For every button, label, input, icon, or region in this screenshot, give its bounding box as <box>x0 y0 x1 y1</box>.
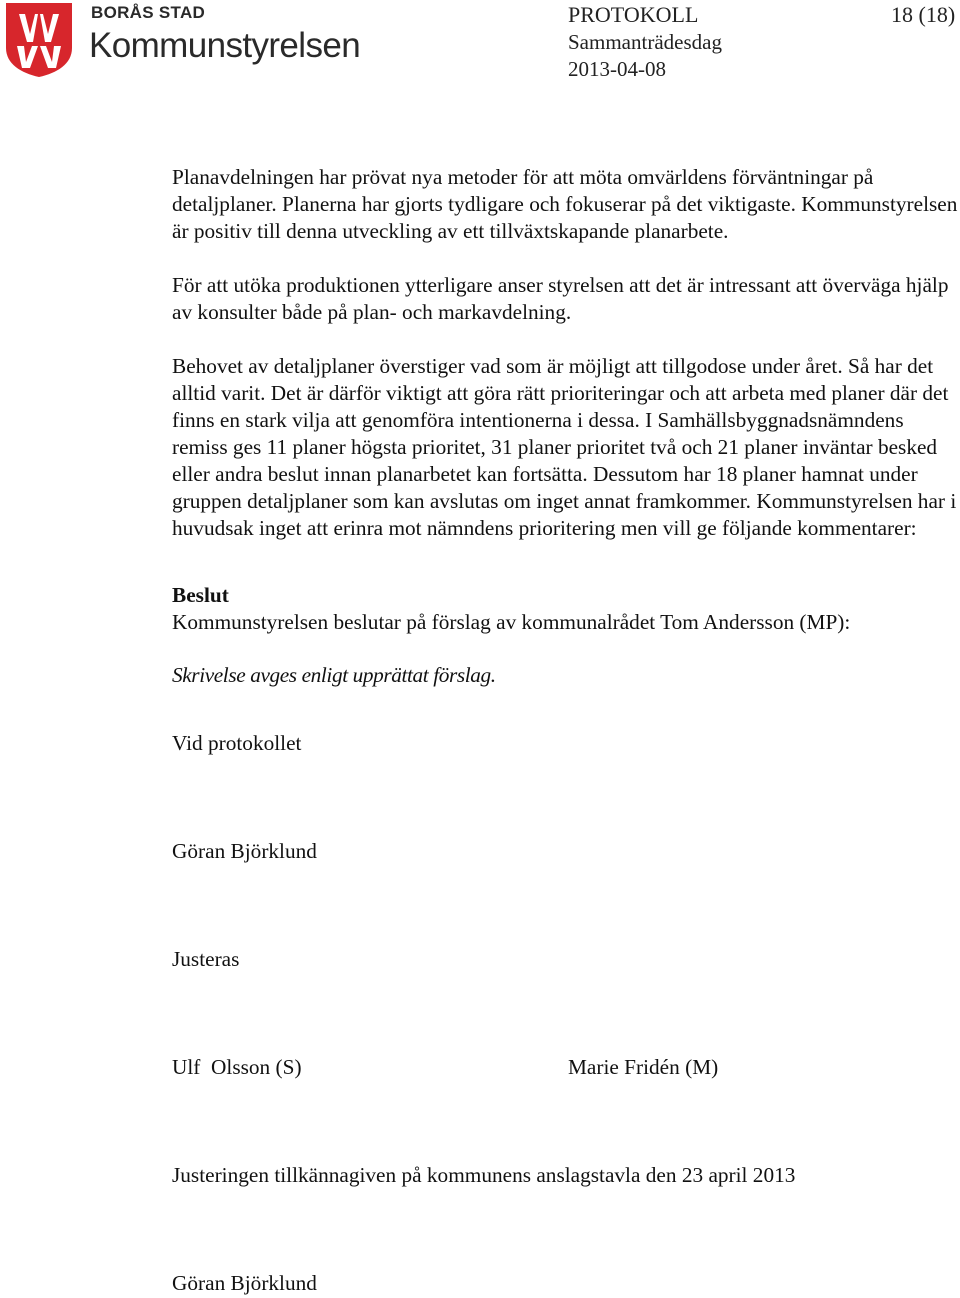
paragraph-2: För att utöka produktionen ytterligare anser styrelsen att det är intressant att överväga hjälp av konsulter både på plan- och markavdelning. <box>172 273 949 324</box>
announcement-text: Justeringen tillkännagiven på kommunens anslagstavla den 23 april 2013 <box>172 1163 796 1187</box>
logo <box>5 2 375 80</box>
secretary-name-2: Göran Björklund <box>172 1271 317 1295</box>
page-number: 18 (18) <box>891 2 956 27</box>
decision-statement: Skrivelse avges enligt upprättat förslag. <box>172 663 496 687</box>
document-type: PROTOKOLL <box>568 2 699 27</box>
minutes-label: Vid protokollet <box>172 731 302 755</box>
adjusted-label: Justeras <box>172 947 240 971</box>
document-body <box>172 164 960 689</box>
adjuster-1-name: Ulf Olsson (S) <box>172 1055 302 1079</box>
boras-coat-of-arms-icon <box>5 2 73 78</box>
paragraph-3: Behovet av detaljplaner överstiger vad som är möjligt att tillgodose under året. Så har det alltid varit. Det är därför viktigt att göra rätt prioriteringar och att arbeta med planer där det finns en stark vilja att genomföra intentionerna i dessa. I Samhällsbyggnadsnämndens remiss ges 11 planer högsta prioritet, 31 planer prioritet två och 21 planer inväntar besked eller andra beslut innan planarbetet kan fortsätta. Dessutom har 18 planer hamnat under gruppen detaljplaner som kan avslutas om inget annat framkommer. Kommunstyrelsen har i huvudsak inget att erinra mot nämndens prioritering men vill ge följande kommentarer: <box>172 354 957 540</box>
meeting-label: Sammanträdesdag <box>568 30 722 54</box>
secretary-name: Göran Björklund <box>172 839 317 863</box>
decision-text: Kommunstyrelsen beslutar på förslag av kommunalrådet Tom Andersson (MP): <box>172 610 851 634</box>
adjuster-2-name: Marie Fridén (M) <box>568 1055 719 1079</box>
decision-heading: Beslut <box>172 583 229 607</box>
meeting-date: 2013-04-08 <box>568 57 666 81</box>
paragraph-1: Planavdelningen har prövat nya metoder för att möta omvärldens förväntningar på detaljplaner. Planerna har gjorts tydligare och fokuserar på det viktigaste. Kommunstyrelsen är positiv till denna utveckling av ett tillväxtskapande planarbete. <box>172 165 958 243</box>
logo-organization: Kommunstyrelsen <box>89 26 361 65</box>
logo-city-name: BORÅS STAD <box>91 3 206 22</box>
